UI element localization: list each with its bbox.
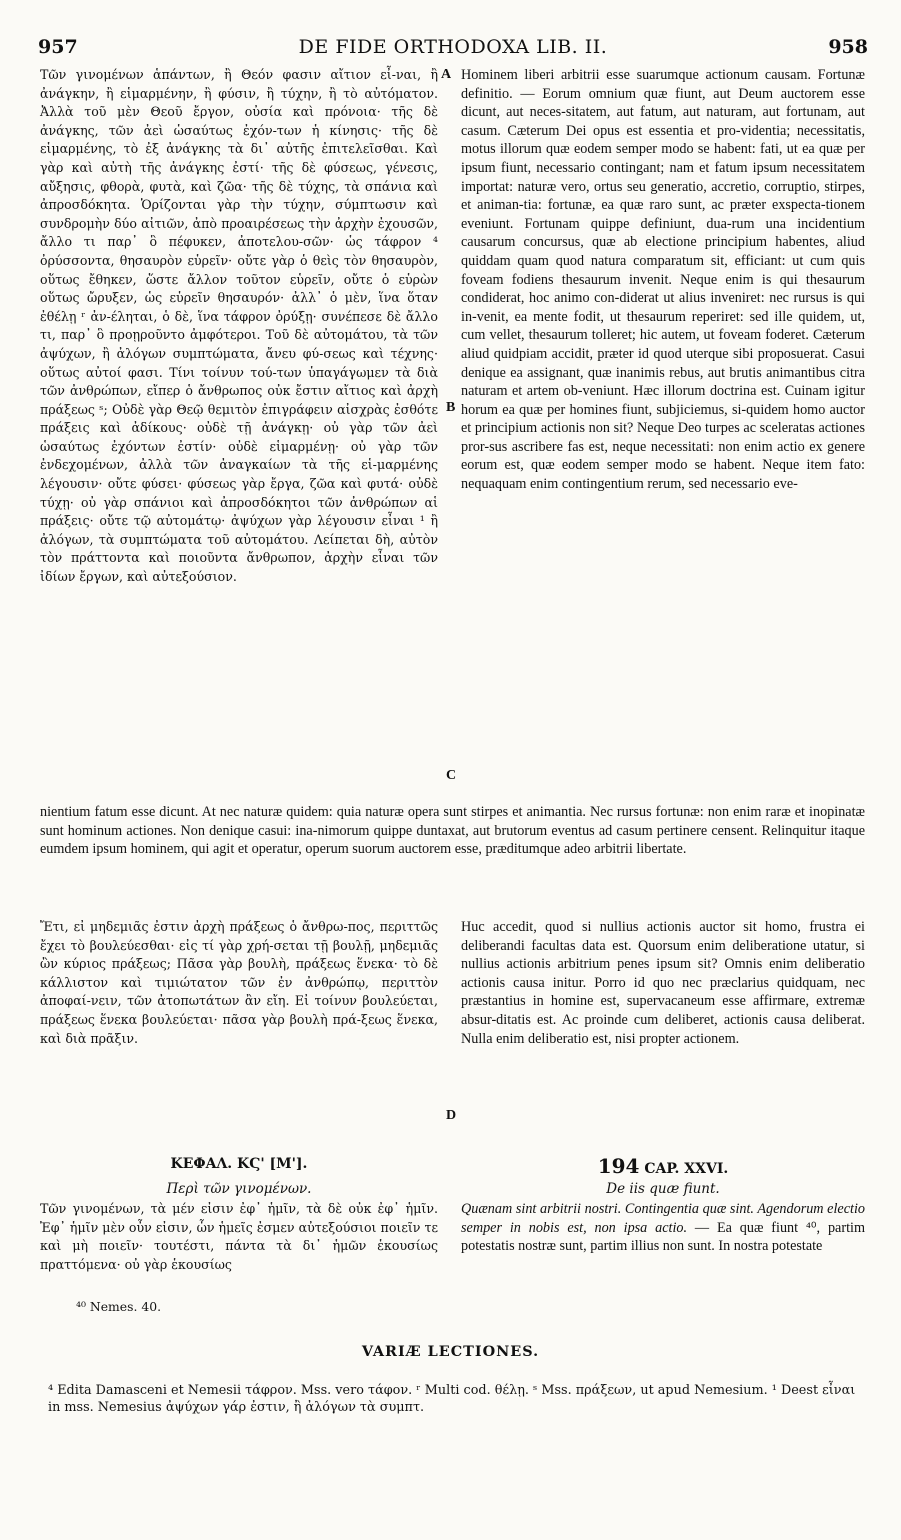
latin-chapter-text-block: [461, 1200, 865, 1256]
chapter-number-194: 194: [597, 1154, 640, 1178]
latin-chapter-text: — Ea quæ fiunt ⁴⁰, partim potestatis nostræ sunt, partim illius non sunt. In nostra potestate: [461, 1219, 865, 1255]
latin-text-top: Hominem liberi arbitrii esse suarumque actionum causam. Fortunæ definitio. — Eorum omnium quæ fiunt, aut Deum auctorem esse dicunt, aut neces-sitatem, aut fatum, aut naturam, aut fortunam, aut casum. Cæterum Dei opus est essentia et pro-videntia; necessitatis, motus illorum quæ eodem semper modo se habent: fati, ut ea quæ per ipsum fiunt, necessario contingant; nam et fatum ipsum necessitatem importat: naturæ vero, ortus seu generatio, accretio, corruptio, stirpes, et animan-tia: fortunæ, ea quæ raro sunt, ac præter exspecta-tionem eveniunt. Fortunam quippe definiunt, dua-rum una incidentium causarum concursus, quæ ab electione principium habentes, aliud quiddam quam quod natura comparatum sit, efficiant: ut cum quis foveam fodiens thesaurum invenit. Neque enim is qui thesaurum condiderat, hoc animo con-diderat ut alius inveniret: nec rursus is qui in-venit, ea mente fodit, ut thesaurum reperiret: sed ille quidem, ut, cum vellet, thesaurum tolleret; hic autem, ut foveam foderet. Cæterum aliud quidpiam accidit, præter id quod uterque sibi proposuerat. Casui denique ea assignant, quæ inanimis rebus, aut brutis animantibus citra naturam et artem ob-veniunt. Hæc illorum doctrina est. Cuinam igitur horum ea quæ per homines fiunt, subjiciemus, si-quidem homo auctor et principium actionis non sit? Neque Deo turpes ac sceleratas actiones pror-sus ascribere fas est, neque necessitati: non enim actio ex genere eorum est, quæ eodem semper modo se habent. Neque item fato: nequaquam enim contingentium rerum, sed necessario eve-: [461, 67, 865, 493]
latin-fullwidth-text: nientium fatum esse dicunt. At nec naturæ quidem: quia naturæ opera sunt stirpes et animantia. Nec rursus fortunæ: non enim raræ et inopinatæ sunt hominum actiones. Non denique casui: ina-nimorum quippe duntaxat, aut brutorum eventus ad casum pertinere censent. Relinquitur itaque eumdem ipsum hominem, qui agit et operatur, operum suorum auctorem esse, præditumque adeo arbitrii libertate.: [40, 804, 865, 858]
greek-text-top: Τῶν γινομένων ἁπάντων, ἢ Θεόν φασιν αἴτιον εἶ-ναι, ἢ ἀνάγκην, ἢ εἱμαρμένην, ἢ φύσιν, ἢ τύχην, ἢ τὸ αὐτόματον. Ἀλλὰ τοῦ μὲν Θεοῦ ἔργον, οὐσία καὶ πρόνοια· τῆς δὲ ἀνάγκης, τῶν ἀεὶ ὡσαύτως ἐχόν-των ἡ κίνησις· τῆς δὲ εἱμαρμένης, τὸ ἐξ ἀνάγκης τὰ δι᾽ αὐτῆς ἐπιτελεῖσθαι. Καὶ γὰρ καὶ αὐτὴ τῆς ἀνάγκης ἐστί· τῆς δὲ φύσεως, γένεσις, αὔξησις, φθορὰ, φυτὰ, καὶ ζῶα· τῆς δὲ τύχης, τὰ σπάνια καὶ ἀπροσδόκητα. Ὁρίζονται γὰρ τὴν τύχην, σύμπτωσιν καὶ συνδρομὴν δύο αἰτιῶν, ἀπὸ προαιρέσεως τὴν ἀρχὴν ἐχουσῶν, ἄλλο τι παρ᾽ ὃ πέφυκεν, ἀποτελου-σῶν· ὡς τάφρον ⁴ ὀρύσσοντα, θησαυρὸν εὑρεῖν· οὔτε γὰρ ὁ θεὶς τὸν θησαυρὸν, οὕτως ἔθηκεν, ὥστε ἄλλον τοῦτον εὑρεῖν, οὔτε ὁ εὑρὼν οὕτως ὤρυξεν, ὡς εὑρεῖν θησαυρόν· ἀλλ᾽ ὁ μὲν, ἵνα ὅταν ἐθέλῃ ʳ ἀν-έληται, ὁ δὲ, ἵνα τάφρον ὀρύξῃ· συνέπεσε δὲ ἄλλο τι, παρ᾽ ὃ προῃροῦντο ἀμφότεροι. Τοῦ δὲ αὐτομάτου, τὰ τῶν ἀψύχων, ἢ ἀλόγων συμπτώματα, ἄνευ φύ-σεως καὶ τέχνης· οὕτως αὐτοί φασι. Τίνι τοίνυν τού-των ὑπαγάγωμεν τὰ διὰ τῶν ἀνθρώπων, εἴπερ ὁ ἄνθρωπος οὐκ ἔστιν αἴτιος καὶ ἀρχὴ πράξεως ˢ; Οὐδὲ γὰρ Θεῷ θεμιτὸν ἐπιγράφειν αἰσχρὰς ἐσθότε πράξεις καὶ ἀδίκους· οὐδὲ τῇ ἀνάγκῃ· οὐ γὰρ τῶν ἀεὶ ὡσαύτως ἐχόντων ἐστίν· οὐδὲ εἱμαρμένῃ· οὐ γὰρ τῶν ἐνδεχομένων, ἀλλὰ τῶν ἀναγκαίων τὰ τῆς εἱ-μαρμένης λέγουσιν· οὔτε φύσει· φύσεως γὰρ ἔργα, ζῶα καὶ φυτά· οὐδὲ τύχῃ· οὐ γὰρ σπάνιοι καὶ ἀπροσδόκητοι τῶν ἀνθρώπων αἱ πράξεις· οὔτε τῷ αὐτομάτῳ· ἀψύχων γὰρ λέγουσιν εἶναι ¹ ἢ ἀλόγων, τὰ συμπτώματα τοῦ αὐτομάτου. Λείπεται δὴ, αὐτὸν τὸν πράττοντα καὶ ποιοῦντα ἄνθρωπον, ἀρχὴν εἶναι τῶν ἰδίων ἔργων, καὶ αὐτεξούσιον.: [40, 67, 438, 585]
running-title: DE FIDE ORTHODOXA LIB. II.: [298, 36, 608, 58]
running-header: [38, 36, 868, 62]
margin-mark-d: D: [446, 1108, 457, 1123]
latin-chapter-subtitle: De iis quæ fiunt.: [606, 1181, 720, 1197]
greek-text-mid: Ἔτι, εἰ μηδεμιᾶς ἐστιν ἀρχὴ πράξεως ὁ ἄνθρω-πος, περιττῶς ἔχει τὸ βουλεύεσθαι· εἰς τί γὰρ χρή-σεται τῇ βουλῇ, μηδεμιᾶς ὢν κύριος πράξεως; Πᾶσα γὰρ βουλὴ, πράξεως ἕνεκα· τὸ δὲ κάλλιστον καὶ τιμιώτατον τῶν ἐν ἀνθρώπῳ, περιττὸν ἀποφαί-νειν, τῶν ἀτοπωτάτων ἂν εἴη. Εἰ τοίνυν βουλεύεται, πράξεως ἕνεκα βουλεύεται· πᾶσα γὰρ βουλὴ πρά-ξεως ἕνεκα, καὶ διὰ πρᾶξιν.: [40, 919, 438, 1046]
latin-chapter-title: CAP. XXVI.: [644, 1161, 729, 1177]
footnote: ⁴⁰ Nemes. 40.: [76, 1299, 162, 1314]
page-number-right: 958: [828, 36, 868, 58]
greek-chapter-text: Τῶν γινομένων, τὰ μέν εἰσιν ἐφ᾽ ἡμῖν, τὰ δὲ οὐκ ἐφ᾽ ἡμῖν. Ἐφ᾽ ἡμῖν μὲν οὖν εἰσιν, ὧν ἡμεῖς ἐσμεν αὐτεξούσιοι ποιεῖν τε καὶ μὴ ποιεῖν· τουτέστι, πάντα τὰ δι᾽ ἡμῶν ἑκουσίως πραττόμενα· οὐ γὰρ ἑκουσίως: [40, 1201, 438, 1272]
latin-chapter-summary: Quænam sint arbitrii nostri. Contingentia quæ sint. Agendorum electio semper in nobis est, non ipsa actio.: [461, 1201, 865, 1236]
latin-chapter-heading: [461, 1154, 865, 1178]
margin-mark-b: B: [446, 400, 456, 415]
latin-text-mid: Huc accedit, quod si nullius actionis auctor sit homo, frustra ei deliberandi facultas data est. Quorsum enim deliberatione utatur, si nullius actionis arbitrium penes ipsum sit? Omnis enim deliberatio actionis causa initur. Porro id quo nec præclarius quidquam, nec præstantius in homine est, supervacaneum esse affirmare, extremæ absur-ditatis est. Ac proinde cum deliberet, actionis causa deliberat. Nulla enim deliberatio est, nisi propter actionem.: [461, 919, 865, 1047]
margin-mark-c: C: [446, 768, 457, 783]
greek-chapter-title: ΚΕΦΑΛ. ΚϚ' [Μ'].: [170, 1156, 308, 1172]
margin-mark-a: A: [441, 67, 452, 82]
variae-lectiones-notes: ⁴ Edita Damasceni et Nemesii τάφρον. Mss. vero τάφον. ʳ Multi cod. θέλῃ. ˢ Mss. πράξεων, ut apud Nemesium. ¹ Deest εἶναι in mss. Nemesius ἀψύχων γάρ ἐστιν, ἢ ἀλόγων τὰ συμπτ.: [48, 1383, 856, 1415]
greek-chapter-subtitle: Περὶ τῶν γινομένων.: [166, 1181, 312, 1197]
variae-lectiones-heading: VARIÆ LECTIONES.: [361, 1343, 540, 1360]
page-number-left: 957: [38, 36, 78, 58]
